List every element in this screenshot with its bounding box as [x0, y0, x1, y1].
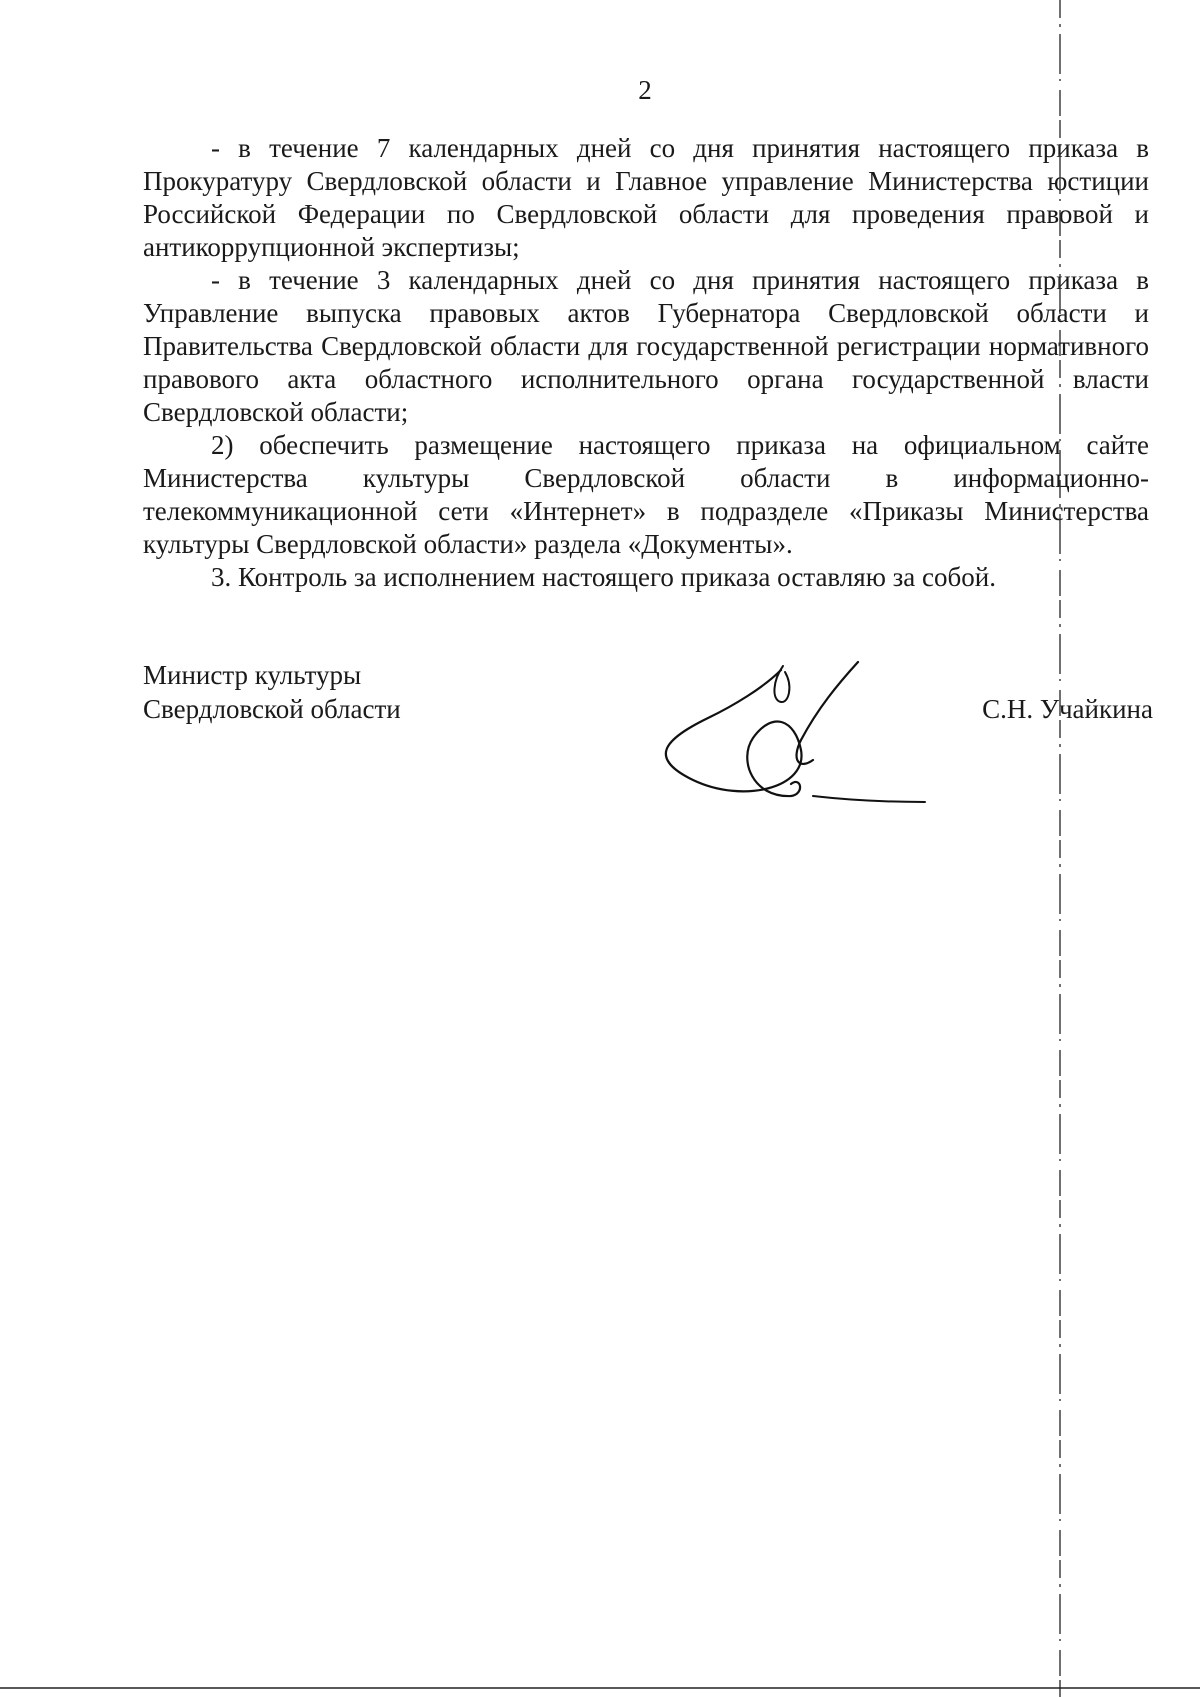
paragraph-prosecutor-deadline: - в течение 7 календарных дней со дня принятия настоящего приказа в Прокуратуру Свердловской области и Главное управление Министерства юстиции Российской Федерации по Свердловской области для проведения правовой и антикоррупционной экспертизы;	[143, 133, 1149, 262]
paragraph-registration-deadline: - в течение 3 календарных дней со дня принятия настоящего приказа в Управление выпуска правовых актов Губернатора Свердловской области и Правительства Свердловской области для государственной регистрации нормативного правового акта областного исполнительного органа государственной власти Свердловской области;	[143, 265, 1149, 427]
scan-bottom-line	[0, 1686, 1200, 1692]
paragraph-control: 3. Контроль за исполнением настоящего приказа оставляю за собой.	[211, 562, 996, 592]
signature-block	[143, 658, 1153, 838]
handwritten-signature	[623, 648, 983, 818]
paragraph-website-publication: 2) обеспечить размещение настоящего приказа на официальном сайте Министерства культуры Свердловской области в информационно-телекоммуникационной сети «Интернет» в подразделе «Приказы Министерства культуры Свердловской области» раздела «Документы».	[143, 430, 1149, 559]
signatory-title	[143, 658, 401, 726]
signatory-name: С.Н. Учайкина	[982, 694, 1153, 724]
scan-edge-line	[1057, 0, 1065, 1697]
page-number: 2	[638, 75, 652, 105]
signatory-title-line2: Свердловской области	[143, 694, 401, 724]
signatory-title-line1: Министр культуры	[143, 660, 362, 690]
document-body	[143, 132, 1149, 594]
